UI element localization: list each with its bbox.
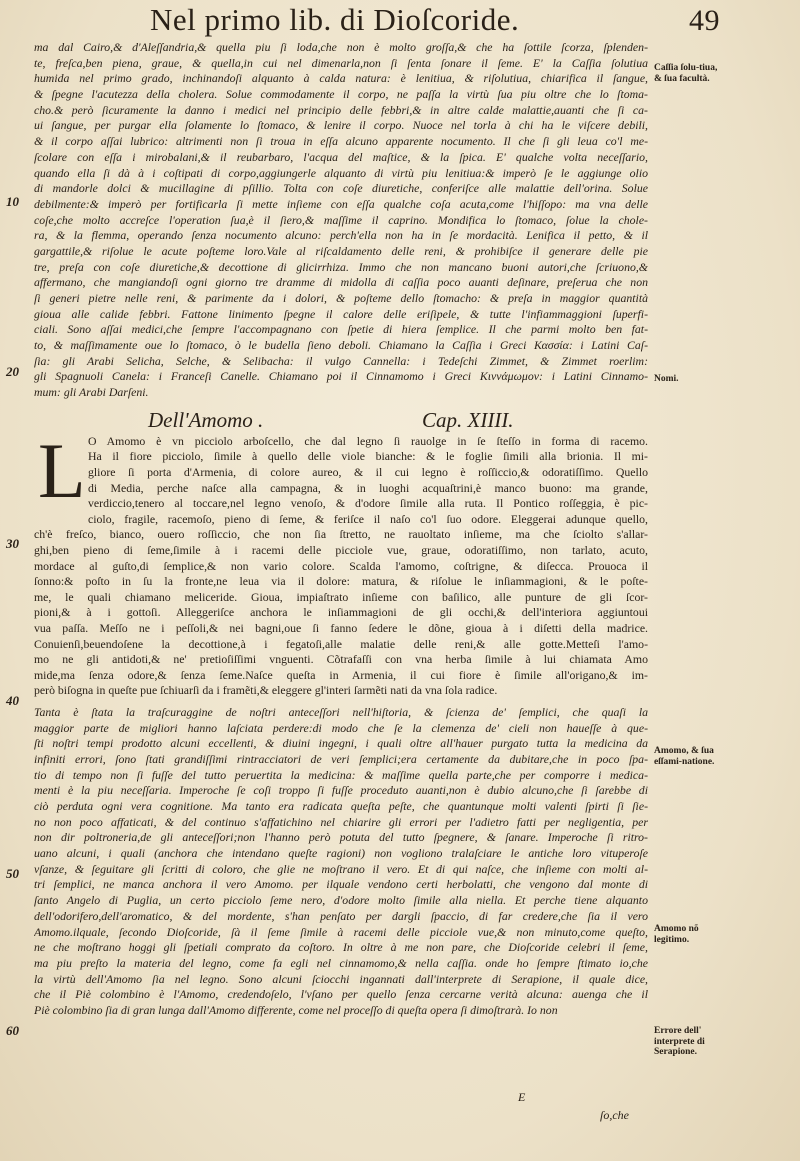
text-line: che il Piè colombino è l'Amomo, credendoſelo, l'vſano per quello ſenza cercarne verità alcuna: auenga che il [34, 987, 648, 1002]
text-line: mide,ma ſenza odore,& ſenza ſeme.Naſce queſta in Armenia, il cui fiore è ſimile all'origano,& im- [34, 667, 648, 682]
text-line: ſti noſtri tempi prodotto alcuni eccellenti, & diuini ingegni, i quali oltre all'hauer purgato tutta la medicina da [34, 736, 648, 751]
text-line: gioua alle calide febbri. Fattone linimento ſpegne il calore delle eriſipele, & tutte l'infiammaggioni ſuperfi- [34, 306, 648, 321]
text-line: coſe,che molto accreſce l'operation ſua,è il ſiero,& maſſime il caprino. Mondifica lo ſtomaco, ſolue la chole- [34, 212, 648, 227]
text-line: ra, & la flemma, operando ſenza nocumento alcuno: perch'ella non ha in ſe mordacità. Lenifica il petto, & il [34, 228, 648, 243]
text-line: non dir poltroneria,de gli anteceſſori;non l'hanno però potuta del tutto ſpegnere, & ſanare. Imperoche ſi ritro- [34, 830, 648, 845]
text-line: Ha il fiore picciolo, ſimile à quello delle viole bianche: & le foglie ſimili alla brionia. Il mi- [88, 449, 648, 464]
line-number-40: 40 [6, 693, 19, 708]
amomo-description-text [34, 434, 648, 699]
amomo-description [34, 434, 648, 699]
page-body [34, 40, 648, 1019]
drop-cap-initial: L [38, 433, 86, 514]
text-line: ma dal Cairo,& d'Aleſſandria,& quella piu ſi loda,che non è molto groſſa,& che ha ſottile ſcorza, ſplenden- [34, 40, 648, 54]
margin-note-amomo-non-legitimo: Amomo nõ legitimo. [654, 924, 699, 945]
text-line: uano alcuni, i quali (anchora che intendano queſte ragioni) non vogliono tralaſciare le antiche loro vituperoſe [34, 846, 648, 861]
text-line: tio di tempo non ſi fuſſe del tutto peruertita la medicina: & maſſime quella parte,che per comporre i medica- [34, 767, 648, 782]
text-line: Piè colombino ſia di gran lunga dall'Amomo differente, come nel proceſſo di queſta opera ſi dimoſtrarà. Io non [34, 1002, 558, 1017]
text-line: no non poco affaticati, & del continuo s'affatichino nel chiarire gli errori per l'adietro fatti per negligentia, per [34, 814, 648, 829]
text-line: verdiccio,tenero al toccare,nel legno venoſo, & d'odore ſimile alla ruta. Il Pontico roſſeggia, è pic- [88, 496, 648, 511]
text-line: vſanze, & ſeguitare gli ſcritti di coloro, che glie ne moſtrano il vero. Et di qui naſce, che inſieme con molti al- [34, 861, 648, 876]
text-line: pioni,& à i gottoſi. Alleggeriſce anchora le inſiammagioni de gli occhi,& dell'interiora aggiuntoui [34, 605, 648, 620]
text-line: però biſogna in queſte pue ſchiuarſi da i framẽti,& eleggere gl'interi ſarmẽti nati da vna ſola radice. [34, 683, 498, 698]
text-line: quando ella ſi dà à i coſtipati di corpo,aggiungerle alquanto di virtù piu lenitiua:& imperò ſe le aggiunge olio [34, 165, 648, 180]
margin-note-cassia: Caſſia ſolu-tiua, & ſua facultà. [654, 63, 718, 84]
running-header [150, 2, 720, 40]
text-line: di Media, perche naſce alla campagna, & in luoghi acquaſtrini,è manco buono: ma grande, [88, 480, 648, 495]
catchword: ſo,che [600, 1108, 629, 1122]
chapter-number: Cap. XIIII. [422, 407, 514, 432]
line-number-20: 20 [6, 364, 19, 379]
text-line: ma piu preſto la materia del legno, come fa egli nel cinnamomo,& nella caſſia. onde ho ſempre ſtimato io,che [34, 955, 648, 970]
text-line: me, le quali chiamano meliceride. Gioua, impiaſtrato inſieme con baſilico, alle punture de gli ſcor- [34, 589, 648, 604]
margin-note-nomi: Nomi. [654, 374, 679, 384]
page-number: 49 [689, 4, 720, 37]
text-line: ghi,ben pieno di ſeme,ſimile à i racemi delle picciole vue, graue, odoratiſſimo, non tarlato, acuto, [34, 542, 648, 557]
chapter-title: Dell'Amomo . [148, 407, 264, 432]
text-line: ch'è freſco, bianco, ouero roſſiccio, che non ſia ſtretto, ne rauoltato inſieme, ma che ſciolto s'allar- [34, 527, 648, 542]
text-line: menti è la piu neceſſaria. Imperoche ſe coſi troppo ſi fuſſe proceduto auanti,non è dubio alcuno,che ſi ſarebbe di [34, 783, 648, 798]
text-line: ſi generi pietre nelle reni, & parimente da i dolori, & poſteme dello ſtomacho: & preſa in maggior quantità [34, 291, 648, 305]
text-line: O Amomo è vn picciolo arboſcello, che dal legno ſi rauolge in ſe ſteſſo in forma di racemo. [88, 433, 648, 448]
text-line: di mandorle dolci & mucillagine di pſillio. Tolta con coſe diuretiche, conferiſce alle malattie dell'orina. Solue [34, 181, 648, 196]
text-line: ciali. Sono aſſai medici,che ſempre l'accompagnano con ſpetie di hiera ſemplice. Il che parmi molto ben fat- [34, 322, 648, 337]
text-line: & il corpo aſſai lubrico: altrimenti non ſi troua in eſſa alcuno apparente nocumento. Il che ſi gli leua co'l me- [34, 134, 648, 149]
text-line: Tanta è ſtata la traſcuraggine de noſtri anteceſſori nell'hiſtoria, & ſcienza de' ſemplici, che quaſi la [34, 704, 648, 719]
signature-mark: E [518, 1090, 526, 1104]
text-line: ſonno:& poſto in ſu la fronte,ne leua via il dolore: matura, & riſolue le inſiammagioni, & le poſte- [34, 574, 648, 589]
text-line: affermano, che mangiandoſi ogni giorno tre dramme di midolla di caſſia poco auanti deſinare, preſerua che non [34, 275, 648, 290]
line-number-50: 50 [6, 866, 19, 881]
chapter-heading [34, 404, 648, 434]
text-line: ſia: gli Arabi Selicha, Selche, & Selibacha: il vulgo Cannella: i Tedeſchi Zimmet, & Zimmet roerlim: [34, 353, 648, 368]
text-line: Conuienſi,beuendoſene la decottione,à i fegatoſi,alle malatie delle reni,& alle gotte.Metteſi l'amo- [34, 636, 648, 651]
commentary-text [34, 705, 648, 1019]
text-line: dell'odorifero,dell'aromatico, & del mordente, s'han penſato per dargli ſpaccio, di far credere,che ſia il vero [34, 908, 648, 923]
text-line: mordace al guſto,di ſemplice,& non vario colore. Scalda l'amomo, coſtrigne, & diſecca. Prouoca il [34, 558, 648, 573]
text-line: ciò perduta ogni vera cognitione. Ma tanto era radicata queſta peſte, che quantunque molti valenti ſpirti ſi ſie- [34, 799, 648, 814]
line-number-60: 60 [6, 1023, 19, 1038]
text-line: humida nel primo grado, inchinandoſi alquanto à calda natura: è lenitiua, & riſolutiua, chiarifica il ſangue, [34, 71, 648, 86]
text-line: infiniti errori, ſono ſtati grandiſſimi rintracciatori de veri ſemplici;era certamente da dubitare,che in poco ſpa- [34, 751, 648, 766]
text-line: ſanto Angelo di Puglia, un certo picciolo ſeme nero, d'odore molto ſimile alla niella. Et perche tiene alquanto [34, 893, 648, 908]
running-title: Nel primo lib. di Dioſcoride. [150, 2, 520, 37]
text-line: tre, preſa con coſe diuretiche,& decottione di glicirrhiza. Immo che non mancano buoni autori,che ſcriuono,& [34, 259, 648, 274]
text-line: ſcolare con eſſa i mirobalani,& il reubarbaro, l'acqua del maſtice, & la ſpica. E' qualche volta neceſſario, [34, 149, 648, 164]
margin-note-errore-serapione: Errore dell' interprete di Serapione. [654, 1026, 705, 1057]
text-line: gliore ſi porta d'Armenia, di colore aureo, & il cui legno è roſſiccio,& odoratiſſimo. Quello [88, 465, 648, 479]
text-line: ui ſangue, per purgar ella ſolamente lo ſtomaco, & lenire il corpo. Nuoce nel torla à chi ha le viſcere debili, [34, 118, 648, 133]
cassia-section-text [34, 40, 648, 401]
text-line: debilmente:& imperò per fortificarla ſi mette inſieme con eſſa qualche coſa acuta,come l'hiſſopo: ma vna delle [34, 196, 648, 211]
text-line: la virtù dell'Amomo ſia nel legno. Sono alcuni ſciocchi ingannati dall'interprete di Serapione, il quale dice, [34, 971, 648, 986]
text-line: maggior parte de migliori hanno laſciata perdere:di modo che ſe la clemenza de' cieli non haueſſe à que- [34, 720, 648, 735]
line-number-10: 10 [6, 194, 19, 209]
text-line: to, & maſſimamente oue lo ſtomaco, ò le budella ſieno deboli. Chiamano la Caſſia i Greci Κασσία: i Latini Caſ- [34, 338, 648, 353]
text-line: tri ſemplici, ne manca anchora il vero Amomo. per ilquale vendono certi herbolatti, che vengono dal monte di [34, 877, 648, 892]
text-line: cho.& però ſicuramente la danno i medici nel principio delle febbri,& in altre calde malattie,auanti che ſi ca- [34, 102, 648, 117]
text-line: Amomo.ilquale, ſecondo Dioſcoride, ſà il ſeme ſimile à racemi delle picciole vue,& non minuto,come queſto, [34, 924, 648, 939]
text-line: vua paſſa. Meſſo ne i peſſoli,& nei bagni,oue ſi fanno ſedere le dõne, gioua à i diſetti della madrice. [34, 620, 648, 635]
text-line: mo ne gli antidoti,& ne' pretioſiſſimi vnguenti. Cõtrafaſſi con vna herba ſimile à lui chiamata Amo [34, 652, 648, 667]
margin-note-amomo-esamine: Amomo, & ſua eſſami-natione. [654, 746, 715, 767]
text-line: & ſpegne l'acutezza della cholera. Solue commodamente il corpo, ne paſſa la virtù ſua piu oltre che lo ſtoma- [34, 87, 648, 102]
text-line: mum: gli Arabi Darſeni. [34, 385, 149, 400]
text-line: te, freſca,ben piena, graue, & quella,in cui nel dimenarla,non ſi ſenta ſonare il ſeme. E' la Caſſia ſolutiua [34, 55, 648, 70]
text-line: ne che moſtrano hoggi gli ſpetiali comprato da coſtoro. In oltre à me non pare, che Dioſcoride celebri il ſeme, [34, 940, 648, 955]
text-line: gargattile,& riſolue le acute poſteme loro.Vale al riſcaldamento delle reni, & prohibiſce il generare delle pie [34, 243, 648, 258]
text-line: gli Spagnuoli Canela: i Franceſi Canelle. Chiamano poi il Cinnamomo i Greci Κιννάμωμον: i Latini Cinnamo- [34, 369, 648, 384]
line-number-30: 30 [6, 536, 19, 551]
text-line: ciolo, fragile, racemoſo, pieno di ſeme, & feriſce il naſo co'l ſuo odore. Eleggerai adunque quello, [88, 511, 648, 526]
